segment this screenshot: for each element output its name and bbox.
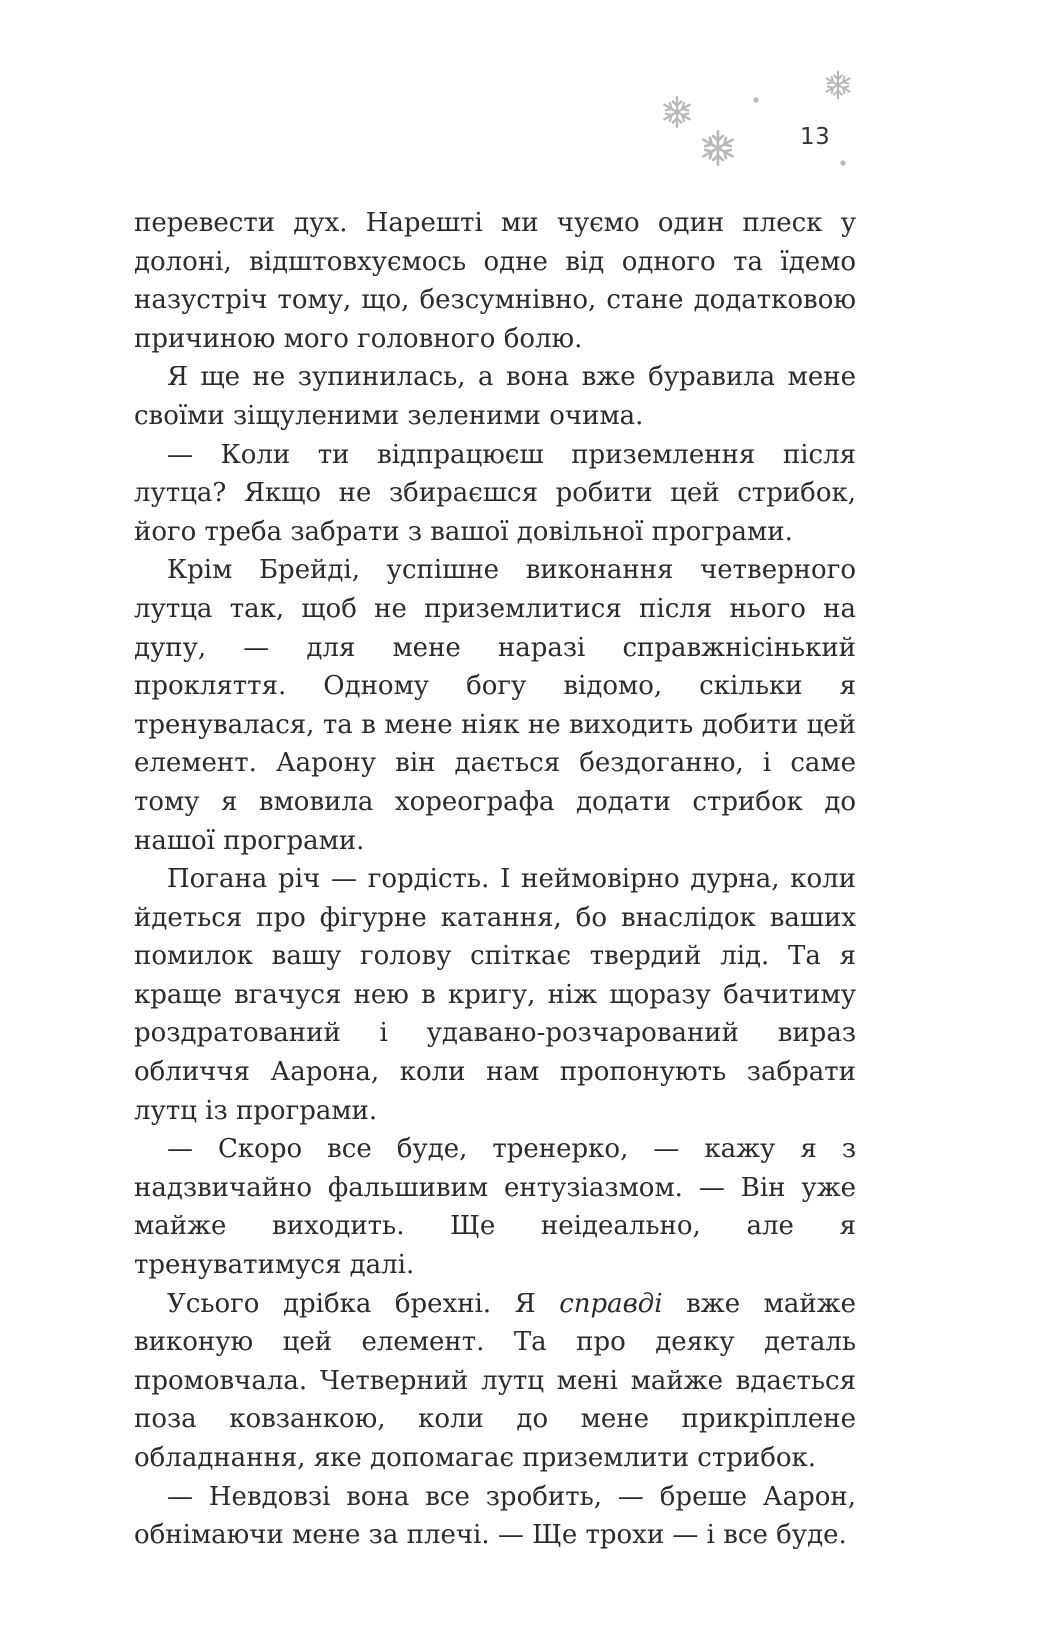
paragraph-text: вже майже виконую цей елемент. Та про деяку деталь промовчала. Четверний лутц мені майже вдається поза ковзанкою, коли до мене прикріплене обладнання, яке допомагає приземлити стрибок.: [134, 1288, 856, 1473]
snowflake-icon: [825, 72, 852, 99]
paragraph: — Невдовзі вона все зробить, — бреше Аарон, обнімаючи мене за плечі. — Ще трохи — і все буде.: [134, 1481, 856, 1551]
snowflake-decoration: [0, 0, 1040, 200]
paragraph: — Коли ти відпрацюєш приземлення після лутца? Якщо не збираєшся робити цей стрибок, його треба забрати з вашої довільної програми.: [134, 439, 856, 547]
emphasized-word: справді: [559, 1288, 663, 1319]
paragraph: Погана річ — гордість. І неймовірно дурна, коли йдеться про фігурне катання, бо внаслідок ваших помилок вашу голову спіткає твердий лід. Та я краще вгачуся нею в кригу, ніж щоразу бачитиму роздратований і удавано-розчарований вираз обличчя Аарона, коли нам пропонують забрати лутц із програми.: [134, 864, 856, 1126]
snow-dot: [840, 160, 845, 165]
body-text: [134, 204, 856, 1555]
snowflake-icon: [662, 97, 692, 126]
snow-dot: [753, 97, 758, 102]
paragraph: Крім Брейді, успішне виконання четверного лутца так, щоб не приземлитися після нього на дупу, — для мене наразі справжнісінький прокляття. Одному богу відомо, скільки я тренувалася, та в мене ніяк не виходить добити цей елемент. Аарону він дається бездоганно, і саме тому я вмовила хореографа додати стрибок до нашої програми.: [134, 555, 856, 856]
paragraph: [134, 1285, 856, 1478]
paragraph-text: Усього дрібка брехні. Я: [167, 1288, 560, 1319]
paragraph: — Скоро все буде, тренерко, — кажу я з надзвичайно фальшивим ентузіазмом. — Він уже майже виходить. Ще неідеально, але я тренуватимуся далі.: [134, 1134, 856, 1281]
snowflake-icon: [701, 131, 735, 165]
paragraph: Я ще не зупинилась, а вона вже буравила мене своїми зіщуленими зеленими очима.: [134, 362, 856, 431]
page-number: 13: [800, 124, 831, 150]
paragraph: перевести дух. Нарешті ми чуємо один плеск у долоні, відштовхуємось одне від одного та їдемо назустріч тому, що, безсумнівно, стане додатковою причиною мого головного болю.: [134, 208, 856, 354]
